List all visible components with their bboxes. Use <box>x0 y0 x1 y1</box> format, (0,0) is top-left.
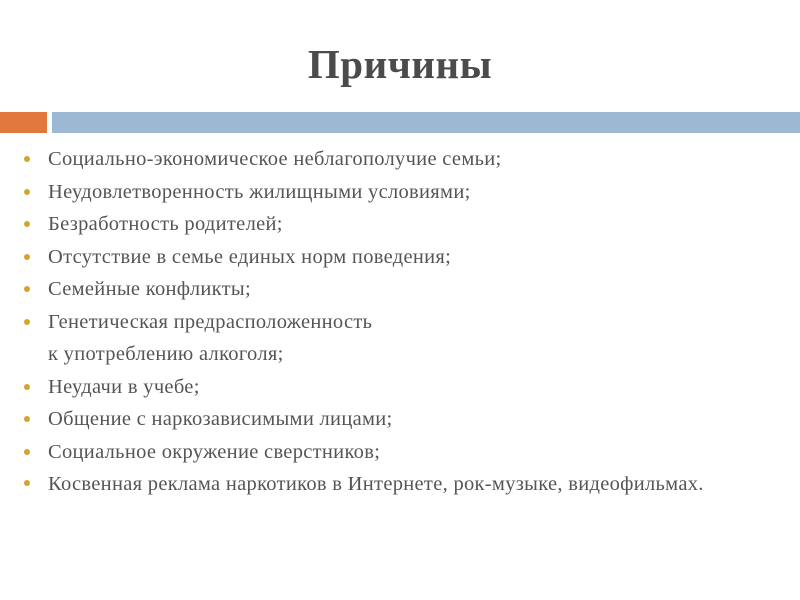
list-item-text: Неудачи в учебе; <box>48 375 200 398</box>
bullet-icon <box>22 273 42 306</box>
slide-title: Причины <box>307 41 493 87</box>
list-item <box>22 306 782 339</box>
bullet-icon <box>22 208 42 241</box>
list-item-text: Отсутствие в семье единых норм поведения; <box>48 245 452 268</box>
bullet-icon <box>22 306 42 339</box>
list-item-text: Безработность родителей; <box>48 213 283 235</box>
list-item-continuation <box>22 338 782 371</box>
list-item-text: Социальное окружение сверстников; <box>48 440 381 463</box>
bullet-icon <box>22 436 42 469</box>
list-item <box>22 143 782 176</box>
list-item <box>22 273 782 306</box>
list-item-text: Косвенная реклама наркотиков в Интернете, рок-музыке, видеофильмах. <box>48 473 704 495</box>
list-item-text: Семейные конфликты; <box>48 278 251 300</box>
bullet-icon <box>22 403 42 436</box>
bullet-icon <box>22 471 42 495</box>
bullet-icon <box>22 143 42 176</box>
accent-bar-blue <box>52 112 800 133</box>
list-item-text: Общение с наркозависимыми лицами; <box>48 408 393 430</box>
list-item <box>22 468 782 500</box>
list-item-text: Социально-экономическое неблагополучие семьи; <box>48 148 502 170</box>
bullet-icon <box>22 371 42 404</box>
bullet-icon <box>22 241 42 274</box>
list-item <box>22 436 782 469</box>
accent-bar-orange <box>0 112 47 133</box>
list-item <box>22 403 782 436</box>
bullet-icon <box>22 176 42 209</box>
list-item-text: Неудовлетворенность жилищными условиями; <box>48 180 471 203</box>
list-item <box>22 241 782 274</box>
list-item <box>22 176 782 209</box>
list-item <box>22 371 782 404</box>
bullet-list <box>22 143 782 500</box>
list-item-text: Генетическая предрасположенность <box>48 310 373 333</box>
list-item <box>22 208 782 241</box>
list-item-text: к употреблению алкоголя; <box>48 343 284 365</box>
